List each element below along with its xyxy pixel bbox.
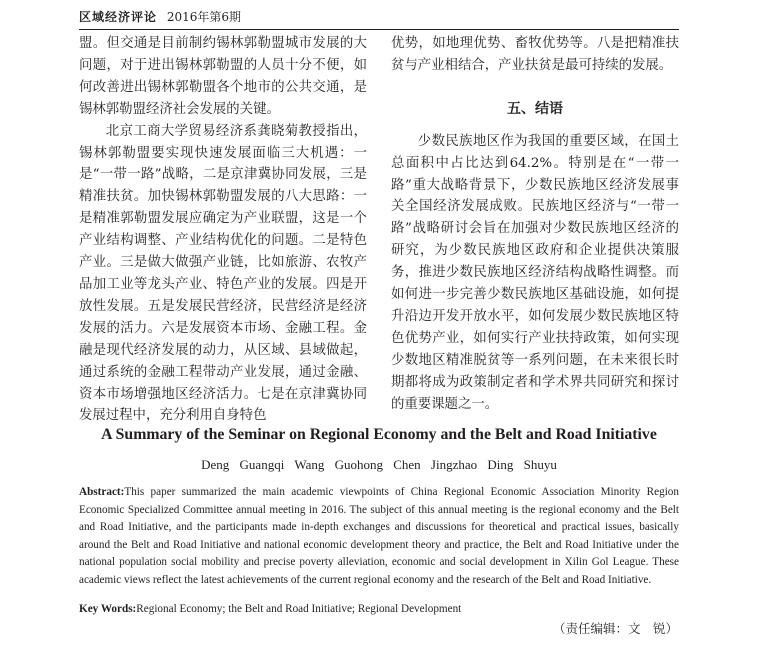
abstract-label: Abstract: (79, 486, 125, 498)
abstract-text: This paper summarized the main academic viewpoints of China Regional Economic Association Minority Region Economic Specialized Committee annual meeting in 2016. The subject of this annual meeting is the regional economy and the Belt and Road Initiative, and the participants made in-depth exchanges and discussions for theoretical and practical issues, basically around the Belt and Road Initiative and national economic development theory and practice, the Belt and Road Initiative under the national population social mobility and precise poverty alleviation, economic and social development in Xilin Gol League. These academic views reflect the latest achievements of the current regional economy and the research of the Belt and Road Initiative. (79, 486, 679, 586)
english-authors: Deng Guangqi Wang Guohong Chen Jingzhao Ding Shuyu (201, 457, 557, 472)
running-head (79, 8, 241, 25)
header-rule (79, 29, 679, 30)
right-paragraph-2: 少数民族地区作为我国的重要区域，在国土总面积中占比达到64.2%。特别是在“一带一路”重大战略背景下，少数民族地区经济发展事关全国经济发展成败。民族地区经济与“一带一路”战略研讨会旨在加强对少数民族地区经济的研究，为少数民族地区政府和企业提供决策服务，推进少数民族地区经济结构战略性调整。而如何进一步完善少数民族地区基础设施，如何提升沿边开发开放水平，如何发展少数民族地区特色优势产业，如何实行产业扶持政策，如何实现少数地区精准脱贫等一系列问题，在未来很长时期都将成为政策制定者和学术界共同研究和探讨的重要课题之一。 (391, 133, 679, 412)
issue-label: 2016年第6期 (166, 10, 242, 24)
english-keywords (79, 601, 679, 619)
responsible-editor: （责任编辑：文 锐） (552, 621, 678, 636)
left-paragraph-1: 盟。但交通是目前制约锡林郭勒盟城市发展的大问题，对于进出锡林郭勒盟的人员十分不便，如何改善进出锡林郭勒盟各个地市的公共交通，是锡林郭勒盟经济社会发展的关键。 (79, 36, 367, 117)
left-paragraph-2: 北京工商大学贸易经济系龚晓菊教授指出，锡林郭勒盟要实现快速发展面临三大机遇：一是“一带一路”战略，二是京津冀协同发展，三是精准扶贫。加快锡林郭勒盟发展的八大思路：一是精准郭勒盟发展应确定为产业联盟，这是一个产业结构调整、产业结构优化的问题。二是特色产业。三是做大做强产业链，比如旅游、农牧产品加工业等龙头产业、特色产业的发展。四是开放性发展。五是发展民营经济，民营经济是经济发展的活力。六是发展资本市场、金融工程。金融是现代经济发展的动力，从区域、县域做起，通过系统的金融工程带动产业发展，通过金融、资本市场增强地区经济活力。七是在京津冀协同发展过程中，充分利用自身特色 (79, 123, 367, 424)
left-column (79, 33, 367, 427)
english-title: A Summary of the Seminar on Regional Economy and the Belt and Road Initiative (101, 426, 657, 443)
right-paragraph-1: 优势，如地理优势、畜牧优势等。八是把精准扶贫与产业相结合，产业扶贫是最可持续的发展。 (391, 36, 679, 73)
keywords-text: Regional Economy; the Belt and Road Initiative; Regional Development (136, 603, 462, 615)
keywords-label: Key Words: (79, 603, 137, 615)
right-column (391, 33, 679, 416)
journal-name: 区域经济评论 (79, 10, 158, 24)
english-abstract (79, 484, 679, 590)
section-heading-conclusion: 五、结语 (507, 100, 563, 117)
